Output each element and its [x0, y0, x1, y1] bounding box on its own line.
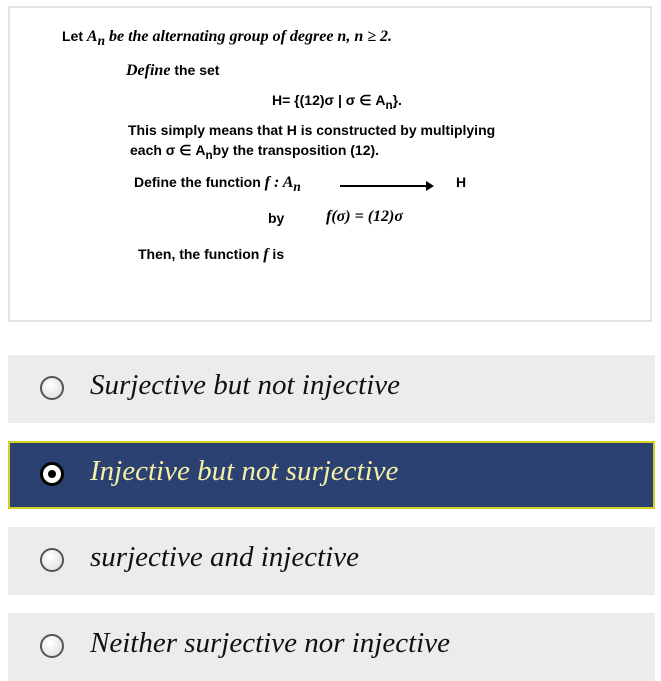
question-text: the set: [170, 62, 220, 78]
function-symbol: f: [263, 246, 269, 263]
function-signature: f : A: [264, 174, 294, 191]
option-surjective-not-injective[interactable]: [8, 355, 655, 423]
question-text: each σ ∈ A: [130, 142, 206, 158]
question-line-4: This simply means that H is constructed by multiplying: [128, 122, 496, 138]
define-word: Define: [126, 62, 171, 79]
by-label: by: [268, 210, 285, 226]
question-line-2: [126, 62, 219, 80]
option-label: surjective and injective: [90, 541, 359, 573]
radio-button[interactable]: [40, 376, 64, 400]
question-subscript: n: [205, 148, 213, 162]
option-label: Surjective but not injective: [90, 369, 401, 401]
question-line-3: [272, 92, 402, 112]
function-expression: [326, 208, 403, 226]
question-line-6: [134, 174, 301, 195]
question-text: Then, the function: [138, 246, 264, 262]
radio-button[interactable]: [40, 548, 64, 572]
set-definition: H= {(12)σ | σ ∈ A: [272, 92, 386, 108]
radio-button[interactable]: [40, 634, 64, 658]
arrow-icon: [340, 185, 432, 187]
option-label: Injective but not surjective: [90, 455, 399, 487]
question-text: by the transposition (12).: [212, 142, 380, 158]
radio-button-selected[interactable]: [40, 462, 64, 486]
function-subscript: n: [293, 179, 301, 195]
option-injective-not-surjective[interactable]: [8, 441, 655, 509]
question-card: [8, 6, 652, 322]
question-line-5: [130, 142, 379, 162]
question-text: Define the function: [134, 174, 265, 190]
question-text: is: [268, 246, 285, 262]
question-line-1: [62, 28, 392, 49]
codomain-label: H: [456, 174, 467, 190]
group-symbol: A: [86, 28, 98, 45]
function-formula: f(σ) = (12)σ: [326, 208, 404, 225]
option-neither[interactable]: [8, 613, 655, 681]
set-definition-tail: }.: [392, 92, 402, 108]
option-label: Neither surjective nor injective: [90, 627, 450, 659]
group-subscript: n: [97, 33, 105, 49]
set-subscript: n: [385, 98, 393, 112]
question-text: be the alternating group of degree n, n ≥ 2.: [104, 28, 392, 45]
question-text: Let: [62, 28, 87, 44]
option-surjective-and-injective[interactable]: [8, 527, 655, 595]
question-line-8: [138, 246, 284, 264]
